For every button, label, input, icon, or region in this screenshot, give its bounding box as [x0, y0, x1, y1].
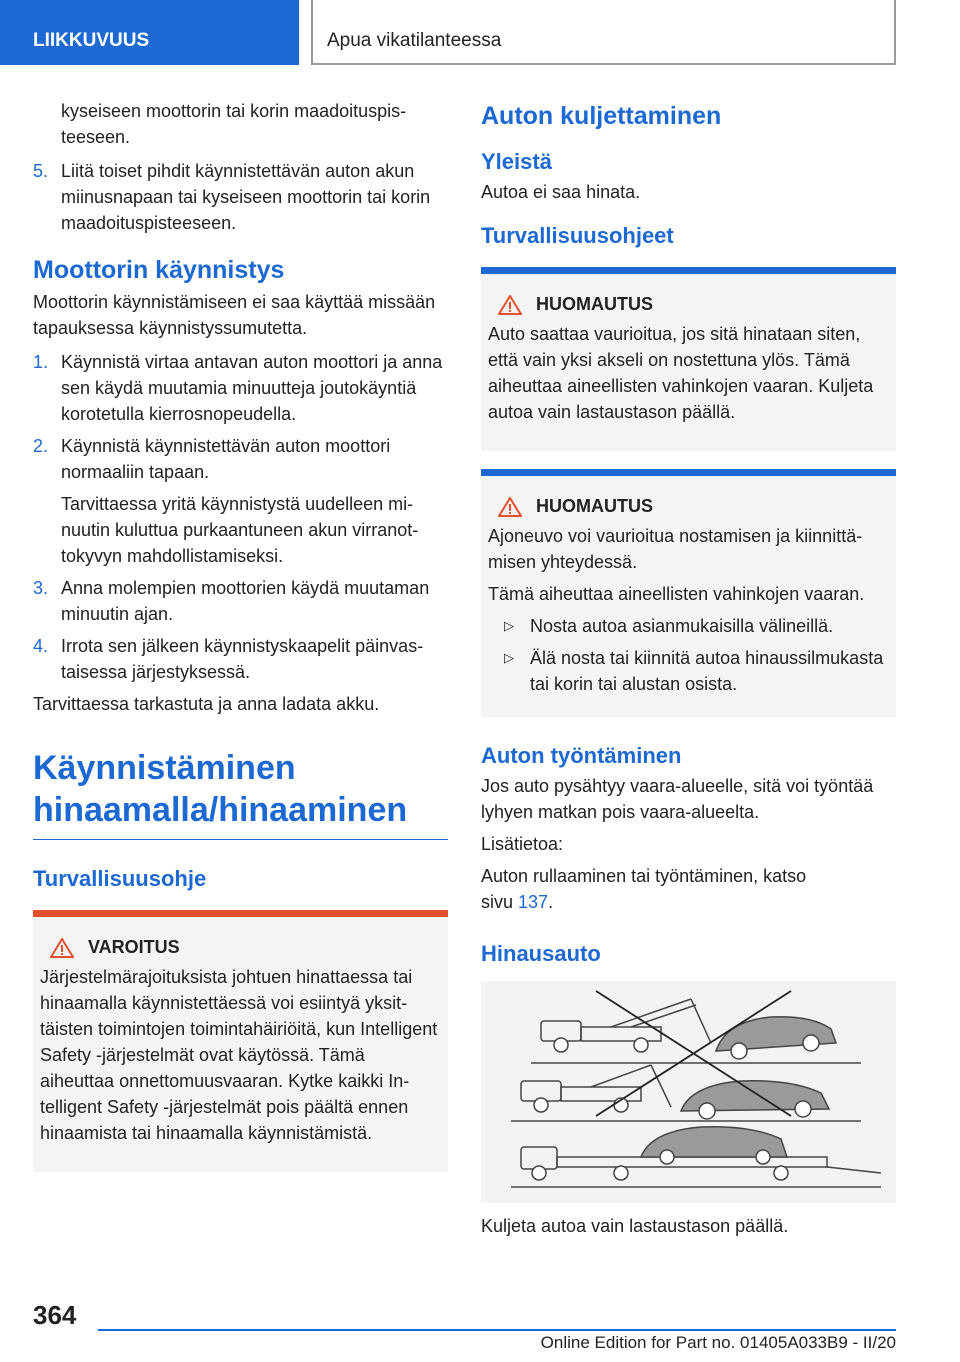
step-number: 1. [33, 352, 49, 372]
more-info-text [481, 863, 841, 915]
step-number: 3. [33, 578, 49, 598]
tow-start-heading: Käynnistäminen hinaamalla/hinaaminen [33, 747, 448, 840]
list-item [33, 349, 448, 427]
more-info-body: Auton rullaaminen tai työntäminen, katso sivu [481, 866, 807, 912]
push-heading: Auton työntäminen [481, 743, 682, 768]
warning-triangle-icon [498, 497, 522, 517]
general-heading: Yleistä [481, 149, 552, 174]
bullet-triangle-icon: ▷ [504, 650, 514, 665]
notice-text-1: Ajoneuvo voi vaurioitua nostamisen ja kiinnittämisen yhteydessä. [488, 526, 863, 572]
page-number: 364 [33, 1300, 77, 1330]
step-text: Irrota sen jälkeen käynnistyskaapelit päinvastaisessa järjestyksessä. [61, 636, 424, 682]
tow-methods-illustration [481, 981, 896, 1203]
push-text: Jos auto pysähtyy vaara-alueelle, sitä voi työntää lyhyen matkan pois vaara-alueelta. [481, 776, 874, 822]
warning-title [40, 937, 440, 958]
step-number: 5. [33, 161, 49, 181]
list-item [33, 158, 448, 236]
tow-trucks-diagram [481, 981, 896, 1203]
list-item [498, 645, 888, 697]
wrecker-lift-row [531, 999, 861, 1063]
step-subtext: Tarvittaessa yritä käynnistystä uudelleen minuutin kuluttua purkaantuneen akun virranottokyvyn mahdollistamiseksi. [61, 494, 419, 566]
step-number: 4. [33, 636, 49, 656]
bullet-text: Älä nosta tai kiinnitä autoa hinaussilmukasta tai korin tai alustan osista. [530, 648, 884, 694]
step-text: Liitä toiset pihdit käynnistettävän auton akun miinusnapaan tai kyseiseen moottorin tai korin maadoituspisteeseen. [61, 161, 431, 233]
engine-start-intro: Moottorin käynnistämiseen ei saa käyttää missään tapauksessa käynnistyssumutetta. [33, 292, 436, 338]
list-item [498, 613, 888, 639]
tow-truck-heading: Hinausauto [481, 941, 601, 966]
warning-triangle-icon [50, 938, 74, 958]
step-number: 2. [33, 436, 49, 456]
notice-box-1 [481, 267, 896, 451]
transport-heading: Auton kuljettaminen [481, 102, 722, 130]
engine-start-heading: Moottorin käynnistys [33, 256, 285, 284]
step5-list [33, 158, 448, 236]
more-info-label: Lisätietoa: [481, 834, 564, 854]
footer-divider [98, 1329, 896, 1331]
step-text: Käynnistä virtaa antavan auton moottori ja anna sen käydä muutamia minuutteja joutokäyntiä korotetulla kierrosnopeudella. [61, 352, 443, 424]
notice-title [488, 496, 888, 517]
notice-text-2: Tämä aiheuttaa aineellisten vahinkojen vaaran. [488, 584, 865, 604]
step-text: Anna molempien moottorien käydä muutaman minuutin ajan. [61, 578, 430, 624]
warning-text: Järjestelmärajoituksista johtuen hinattaessa tai hinaamalla käynnistettäessä voi esiintyä yksittäisten toimintojen toimintahäiriöitä, kun Intelligent Safety -järjestelmät ovat käytössä. Tämä aiheuttaa onnettomuusvaaran. Kytke kaikki Intelligent Safety -järjestelmät pois päältä ennen hinaamista tai hinaamalla käynnistämistä. [40, 967, 438, 1143]
header-chapter-label: Apua vikatilanteessa [327, 30, 502, 51]
general-text: Autoa ei saa hinata. [481, 182, 641, 202]
flatbed-row [511, 1127, 881, 1187]
check-battery-text: Tarvittaessa tarkastuta ja anna ladata akku. [33, 694, 380, 714]
warning-title-text: VAROITUS [88, 937, 180, 957]
more-info-end: . [548, 892, 554, 912]
bullet-triangle-icon: ▷ [504, 618, 514, 633]
step-text: Käynnistä käynnistettävän auton moottori normaaliin tapaan. [61, 436, 391, 482]
page-reference-link[interactable]: 137 [518, 892, 549, 912]
list-item [33, 575, 448, 627]
notice-bullets [488, 613, 888, 697]
illustration-caption: Kuljeta autoa vain lastaustason päällä. [481, 1216, 789, 1236]
wrecker-wheel-lift-row [511, 1065, 861, 1121]
list-item [33, 633, 448, 685]
notice-title-text: HUOMAUTUS [536, 294, 653, 314]
bullet-text: Nosta autoa asianmukaisilla välineillä. [530, 616, 834, 636]
header-section-tab [0, 0, 299, 65]
header-chapter-tab [311, 0, 896, 65]
notice-box-2 [481, 469, 896, 717]
safety-heading: Turvallisuusohje [33, 866, 207, 891]
right-column [481, 98, 896, 1239]
safety-instructions-heading: Turvallisuusohjeet [481, 223, 674, 248]
intro-continuation: kyseiseen moottorin tai korin maadoituspisteeseen. [61, 101, 407, 147]
notice-title-text: HUOMAUTUS [536, 496, 653, 516]
notice-title [488, 294, 888, 315]
warning-triangle-icon [498, 295, 522, 315]
footer-edition: Online Edition for Part no. 01405A033B9 - II/20 [540, 1333, 896, 1352]
notice-text: Auto saattaa vaurioitua, jos sitä hinataan siten, että vain yksi akseli on nostettuna ylös. Tämä aiheuttaa aineellisten vahinkojen vaaran. Kuljeta autoa vain lastaustason päällä. [488, 324, 874, 422]
engine-start-steps [33, 349, 448, 685]
header-section-label: LIIKKUVUUS [33, 30, 150, 51]
warning-box [33, 910, 448, 1172]
left-column [33, 98, 448, 1172]
list-item [33, 433, 448, 569]
